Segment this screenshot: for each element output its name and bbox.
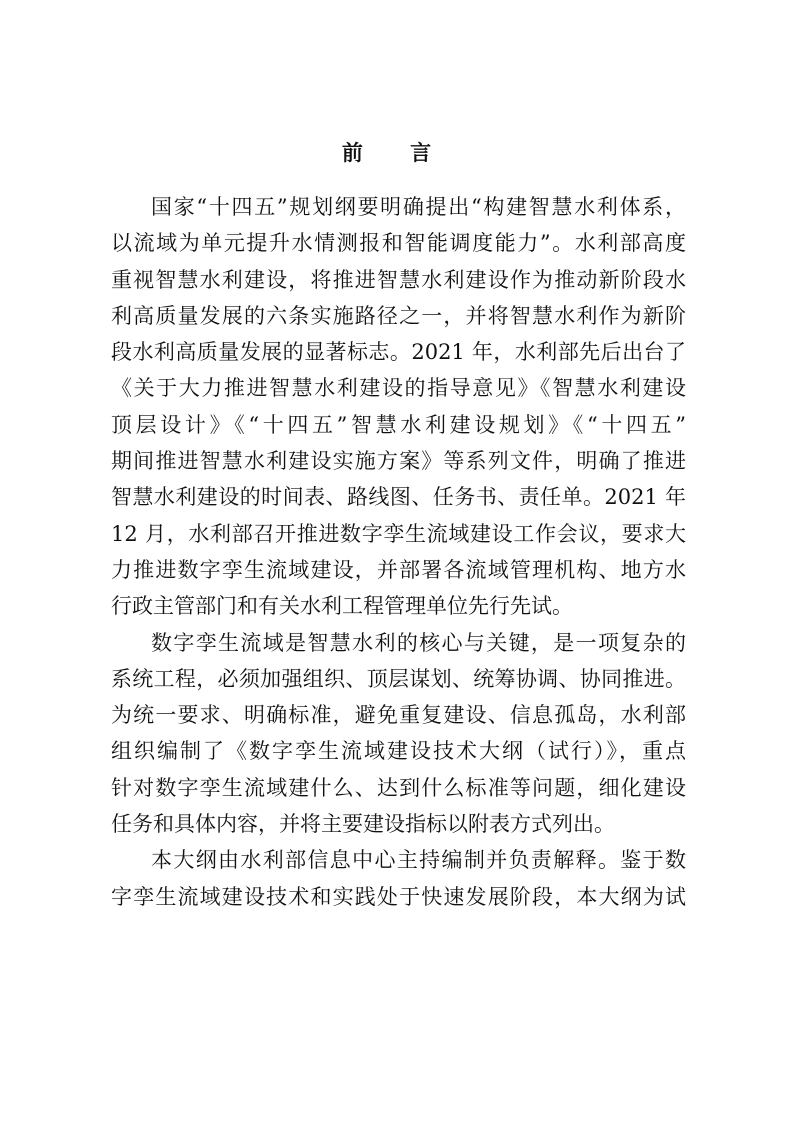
- text-line: 行政主管部门和有关水利工程管理单位先行先试。: [111, 594, 573, 619]
- body-text: [111, 189, 686, 915]
- text-line: 段水利高质量发展的显著标志。2021 年，水利部先后出台了: [111, 340, 686, 365]
- text-line: 智慧水利建设的时间表、路线图、任务书、责任单。2021 年: [111, 485, 686, 510]
- text-line: 国家“十四五”规划纲要明确提出“构建智慧水利体系，: [151, 195, 686, 219]
- text-line: 系统工程，必须加强组织、顶层谋划、统筹协调、协同推进。: [111, 666, 686, 691]
- text-line: 顶层设计》《“十四五”智慧水利建设规划》《“十四五”: [111, 412, 686, 437]
- text-line: 《关于大力推进智慧水利建设的指导意见》《智慧水利建设: [111, 376, 686, 401]
- text-line: 字孪生流域建设技术和实践处于快速发展阶段，本大纲为试: [111, 884, 686, 909]
- text-line: 力推进数字孪生流域建设，并部署各流域管理机构、地方水: [111, 557, 686, 582]
- text-line: 利高质量发展的六条实施路径之一，并将智慧水利作为新阶: [111, 303, 686, 328]
- text-line: 期间推进智慧水利建设实施方案》等系列文件，明确了推进: [111, 449, 686, 474]
- text-line: 任务和具体内容，并将主要建设指标以附表方式列出。: [111, 812, 615, 837]
- text-line: 重视智慧水利建设，将推进智慧水利建设作为推动新阶段水: [111, 267, 686, 292]
- text-line: 12 月，水利部召开推进数字孪生流域建设工作会议，要求大: [111, 521, 686, 546]
- section-heading: 前 言: [341, 141, 452, 165]
- text-line: 为统一要求、明确标准，避免重复建设、信息孤岛，水利部: [111, 703, 686, 728]
- text-line: 针对数字孪生流域建什么、达到什么标准等问题，细化建设: [111, 775, 686, 800]
- text-line: 数字孪生流域是智慧水利的核心与关键，是一项复杂的: [151, 630, 686, 655]
- text-line: 本大纲由水利部信息中心主持编制并负责解释。鉴于数: [151, 848, 686, 873]
- text-line: 组织编制了《数字孪生流域建设技术大纲（试行）》，重点: [111, 739, 686, 764]
- text-line: 以流域为单元提升水情测报和智能调度能力”。水利部高度: [111, 231, 686, 256]
